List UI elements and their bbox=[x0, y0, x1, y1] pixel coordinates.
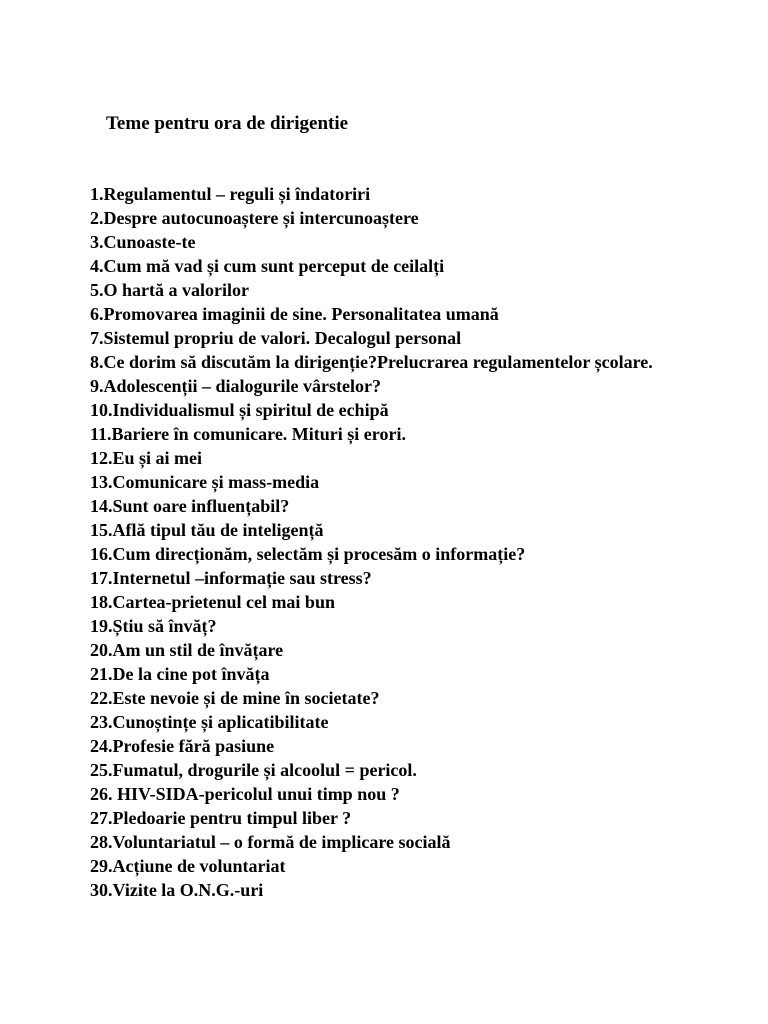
topic-item: 26. HIV-SIDA-pericolul unui timp nou ? bbox=[90, 784, 400, 804]
topic-item: 11.Bariere în comunicare. Mituri și erori. bbox=[90, 424, 406, 444]
topic-item: 28.Voluntariatul – o formă de implicare socială bbox=[90, 832, 451, 852]
topic-item: 12.Eu și ai mei bbox=[90, 448, 203, 468]
topic-item: 4.Cum mă vad și cum sunt perceput de ceilalți bbox=[90, 256, 445, 276]
topic-item: 17.Internetul –informație sau stress? bbox=[90, 568, 372, 588]
topic-item: 29.Acțiune de voluntariat bbox=[90, 856, 286, 876]
topic-item: 24.Profesie fără pasiune bbox=[90, 736, 275, 756]
topic-item: 30.Vizite la O.N.G.-uri bbox=[90, 880, 264, 900]
topic-item: 18.Cartea-prietenul cel mai bun bbox=[90, 592, 335, 612]
topic-item: 20.Am un stil de învățare bbox=[90, 640, 284, 660]
topic-item: 22.Este nevoie și de mine în societate? bbox=[90, 688, 380, 708]
topic-item: 8.Ce dorim să discutăm la dirigenție?Prelucrarea regulamentelor școlare. bbox=[90, 352, 653, 372]
topic-item: 3.Cunoaste-te bbox=[90, 232, 196, 252]
topic-item: 16.Cum direcționăm, selectăm și procesăm o informație? bbox=[90, 544, 526, 564]
topic-item: 23.Cunoștințe și aplicatibilitate bbox=[90, 712, 329, 732]
topic-list bbox=[90, 182, 680, 902]
topic-item: 9.Adolescenții – dialogurile vârstelor? bbox=[90, 376, 381, 396]
topic-item: 1.Regulamentul – reguli și îndatoriri bbox=[90, 184, 371, 204]
document-title: Teme pentru ora de dirigentie bbox=[106, 113, 349, 134]
topic-item: 21.De la cine pot învăța bbox=[90, 664, 270, 684]
topic-item: 27.Pledoarie pentru timpul liber ? bbox=[90, 808, 352, 828]
topic-item: 15.Află tipul tău de inteligență bbox=[90, 520, 324, 540]
topic-item: 5.O hartă a valorilor bbox=[90, 280, 249, 300]
topic-item: 13.Comunicare și mass-media bbox=[90, 472, 320, 492]
topic-item: 25.Fumatul, drogurile și alcoolul = pericol. bbox=[90, 760, 417, 780]
topic-item: 14.Sunt oare influențabil? bbox=[90, 496, 290, 516]
topic-item: 2.Despre autocunoaștere și intercunoaștere bbox=[90, 208, 419, 228]
topic-item: 10.Individualismul și spiritul de echipă bbox=[90, 400, 389, 420]
topic-item: 19.Știu să învăț? bbox=[90, 616, 217, 636]
topic-item: 7.Sistemul propriu de valori. Decalogul personal bbox=[90, 328, 462, 348]
topic-item: 6.Promovarea imaginii de sine. Personalitatea umană bbox=[90, 304, 499, 324]
